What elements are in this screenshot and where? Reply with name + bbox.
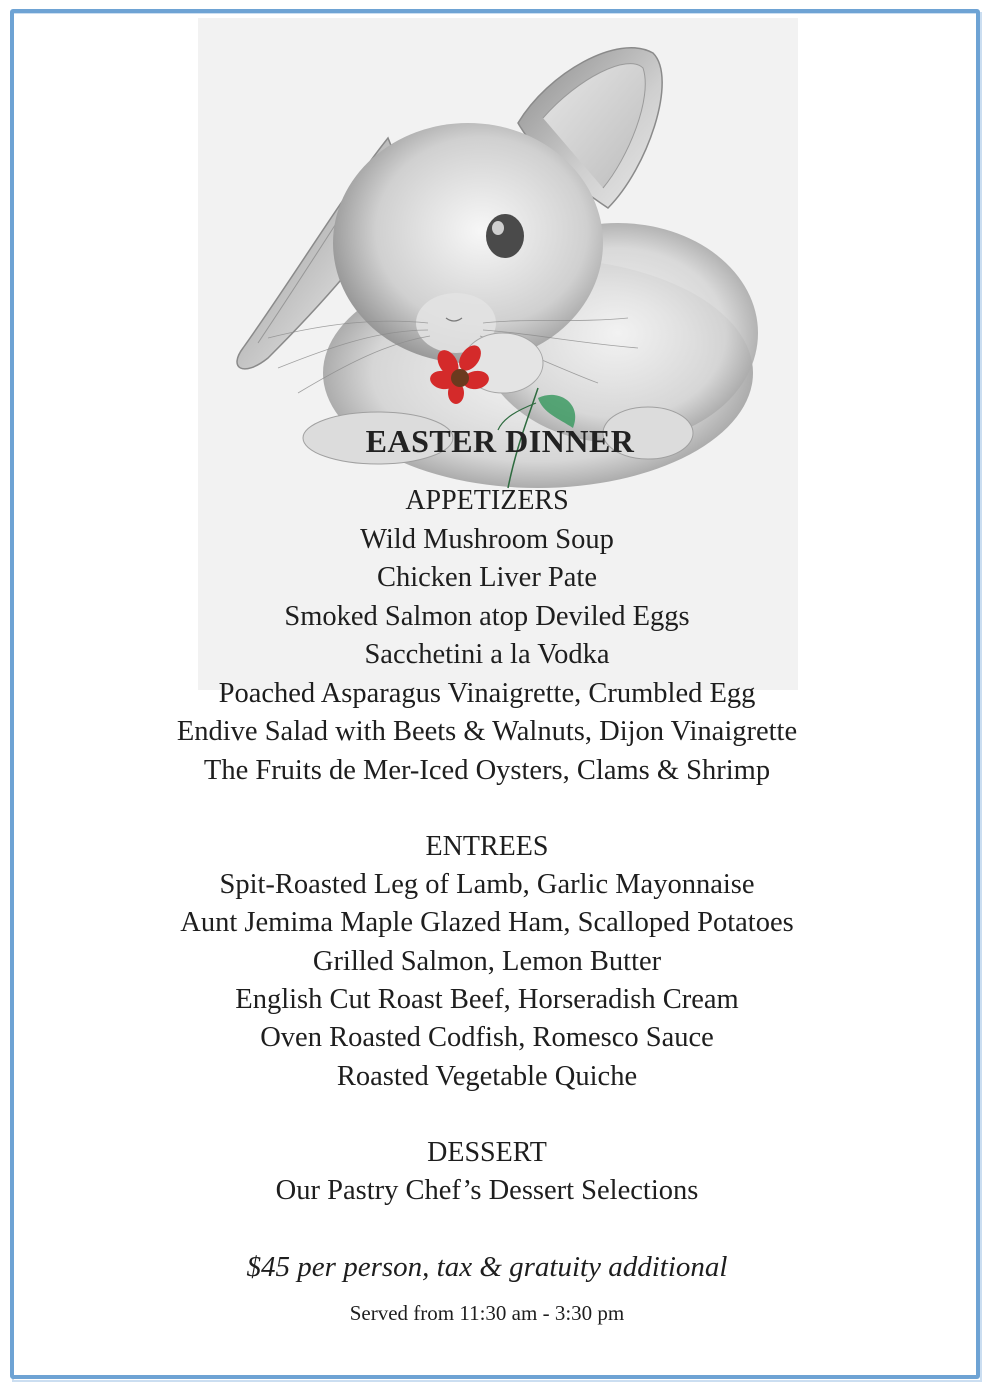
menu-item: Smoked Salmon atop Deviled Eggs — [284, 601, 690, 632]
menu-item: Chicken Liver Pate — [376, 562, 597, 593]
menu-item: Sacchetini a la Vodka — [364, 639, 610, 670]
menu-item: English Cut Roast Beef, Horseradish Cream — [235, 984, 739, 1015]
section-heading-appetizers: APPETIZERS — [405, 485, 569, 516]
menu-item: Our Pastry Chef’s Dessert Selections — [275, 1175, 699, 1206]
menu-item: Roasted Vegetable Quiche — [336, 1061, 638, 1092]
menu-item: Grilled Salmon, Lemon Butter — [312, 946, 662, 977]
menu-item: Oven Roasted Codfish, Romesco Sauce — [260, 1022, 714, 1053]
section-heading-entrees: ENTREES — [425, 831, 549, 862]
menu-title: EASTER DINNER — [365, 423, 635, 459]
menu-item: Aunt Jemima Maple Glazed Ham, Scalloped Potatoes — [180, 907, 794, 938]
menu-item: Wild Mushroom Soup — [360, 524, 614, 555]
price-note: $45 per person, tax & gratuity additional — [246, 1251, 728, 1283]
section-heading-dessert: DESSERT — [427, 1137, 547, 1168]
menu-item: Endive Salad with Beets & Walnuts, Dijon Vinaigrette — [176, 716, 798, 747]
served-hours-note: Served from 11:30 am - 3:30 pm — [349, 1301, 625, 1325]
menu-item: Poached Asparagus Vinaigrette, Crumbled Egg — [218, 678, 756, 709]
menu-item: Spit-Roasted Leg of Lamb, Garlic Mayonnaise — [219, 869, 755, 900]
bunny-eye — [486, 214, 524, 258]
menu-item: The Fruits de Mer-Iced Oysters, Clams & Shrimp — [203, 755, 771, 786]
